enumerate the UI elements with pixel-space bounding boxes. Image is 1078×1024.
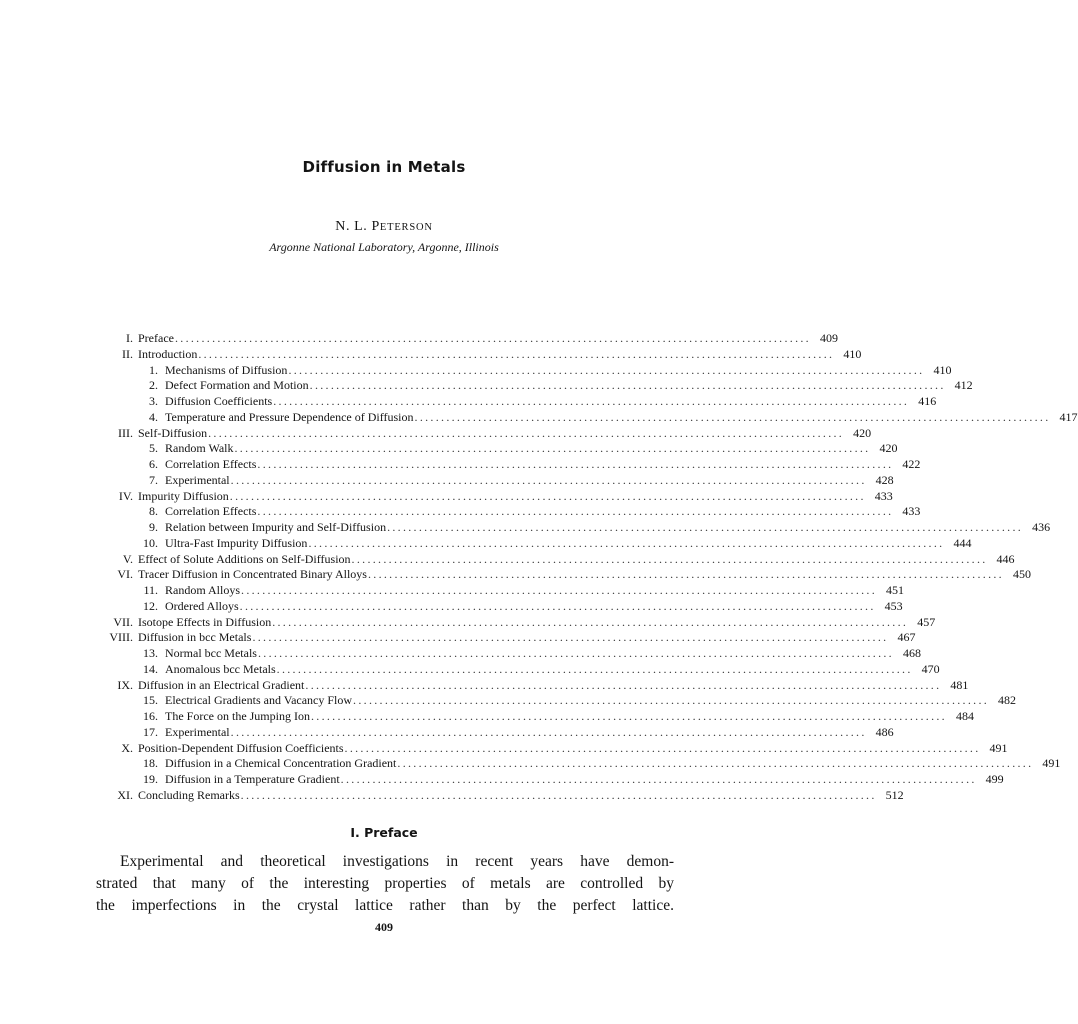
toc-entry-title: Random Walk	[165, 441, 234, 456]
toc-entry	[96, 598, 903, 615]
toc-entry-number: 4.	[149, 409, 158, 424]
toc-entry-page: 409	[819, 331, 838, 345]
toc-entry-number: III.	[118, 425, 133, 440]
page-number: 409	[375, 920, 393, 934]
toc-dot-leader: ........................................................................................................................	[174, 331, 811, 345]
toc-entry-number: 11.	[143, 583, 158, 597]
toc-dot-leader: ........................................................................................................................	[241, 583, 878, 597]
toc-entry-page: 481	[950, 677, 969, 692]
toc-entry-title: Diffusion in bcc Metals	[138, 630, 252, 645]
toc-entry-page: 451	[886, 583, 905, 597]
toc-entry	[96, 535, 972, 552]
body-paragraph	[96, 851, 674, 917]
toc-dot-leader: ........................................................................................................................	[308, 535, 945, 550]
toc-entry	[96, 488, 893, 505]
toc-entry-title: Ordered Alloys	[165, 598, 239, 613]
toc-entry-page: 417	[1059, 409, 1078, 424]
toc-dot-leader: ........................................................................................................................	[230, 724, 867, 739]
toc-entry-title: Correlation Effects	[165, 457, 257, 471]
toc-entry-title: Concluding Remarks	[138, 787, 240, 802]
toc-entry-title: The Force on the Jumping Ion	[165, 709, 310, 723]
toc-dot-leader: ........................................................................................................................	[234, 441, 871, 456]
table-of-contents	[96, 331, 1078, 804]
toc-entry-page: 446	[996, 551, 1015, 566]
toc-entry-title: Isotope Effects in Diffusion	[138, 614, 272, 629]
toc-dot-leader: ........................................................................................................................	[229, 488, 866, 503]
toc-entry-number: 16.	[143, 709, 158, 723]
toc-entry-title: Diffusion in an Electrical Gradient	[138, 677, 305, 692]
toc-entry	[96, 504, 921, 520]
toc-entry-number: V.	[122, 551, 133, 566]
toc-entry	[96, 677, 969, 694]
toc-entry-title: Mechanisms of Diffusion	[165, 362, 288, 377]
toc-dot-leader: ........................................................................................................................	[257, 504, 894, 519]
toc-dot-leader: ........................................................................................................................	[309, 378, 946, 393]
toc-entry	[96, 551, 1015, 568]
toc-entry	[96, 346, 862, 363]
toc-dot-leader: ........................................................................................................................	[353, 693, 990, 708]
toc-entry-number: IX.	[117, 677, 133, 692]
toc-entry-number: 9.	[149, 520, 158, 534]
toc-entry-title: Diffusion Coefficients	[165, 394, 273, 408]
toc-entry-title: Diffusion in a Temperature Gradient	[165, 772, 340, 786]
toc-dot-leader: ........................................................................................................................	[340, 772, 977, 786]
toc-entry-page: 416	[918, 394, 937, 408]
toc-entry-title: Normal bcc Metals	[165, 646, 257, 660]
toc-dot-leader: ........................................................................................................................	[240, 787, 877, 802]
toc-entry-title: Diffusion in a Chemical Concentration Gradient	[165, 756, 397, 771]
toc-entry-number: 10.	[143, 535, 158, 550]
section-heading: I. Preface	[350, 825, 418, 840]
toc-dot-leader: ........................................................................................................................	[230, 472, 867, 487]
toc-entry-title: Ultra-Fast Impurity Diffusion	[165, 535, 308, 550]
toc-entry-page: 482	[998, 693, 1017, 708]
author-surname-smallcaps: ETERSON	[379, 222, 433, 233]
toc-entry-title: Impurity Diffusion	[138, 488, 229, 503]
toc-entry	[96, 472, 894, 489]
toc-entry-title: Position-Dependent Diffusion Coefficients	[138, 740, 344, 755]
toc-entry-number: 1.	[149, 362, 158, 377]
toc-entry	[96, 583, 905, 599]
toc-dot-leader: ........................................................................................................................	[272, 614, 909, 629]
toc-dot-leader: ........................................................................................................................	[351, 551, 988, 566]
toc-entry-page: 428	[875, 472, 894, 487]
toc-entry-page: 457	[917, 614, 936, 629]
author-name	[0, 219, 768, 235]
toc-dot-leader: ........................................................................................................................	[387, 520, 1024, 534]
toc-dot-leader: ........................................................................................................................	[414, 409, 1051, 424]
toc-entry-number: II.	[122, 346, 133, 361]
toc-entry-page: 453	[884, 598, 903, 613]
toc-entry	[96, 457, 921, 473]
toc-entry-number: 8.	[149, 504, 158, 519]
toc-entry-page: 499	[985, 772, 1004, 786]
toc-entry-page: 444	[953, 535, 972, 550]
toc-entry-number: XI.	[117, 787, 133, 802]
toc-entry-number: 3.	[149, 394, 158, 408]
toc-entry-page: 491	[989, 740, 1008, 755]
toc-entry	[96, 630, 916, 646]
toc-entry-number: 12.	[143, 598, 158, 613]
toc-dot-leader: ........................................................................................................................	[257, 646, 894, 660]
toc-dot-leader: ........................................................................................................................	[208, 425, 845, 440]
article-title: Diffusion in Metals	[302, 158, 466, 176]
toc-entry-page: 470	[921, 661, 940, 676]
body-line: Experimental and theoretical investigations in recent years have demon-	[120, 853, 674, 870]
toc-entry-page: 436	[1032, 520, 1051, 534]
toc-entry-number: 2.	[149, 378, 158, 393]
toc-dot-leader: ........................................................................................................................	[397, 756, 1034, 771]
toc-entry	[96, 693, 1017, 709]
toc-entry-page: 433	[874, 488, 893, 503]
toc-dot-leader: ........................................................................................................................	[288, 362, 925, 377]
toc-entry-title: Random Alloys	[165, 583, 241, 597]
toc-entry-title: Defect Formation and Motion	[165, 378, 309, 393]
toc-entry-title: Self-Diffusion	[138, 425, 208, 440]
toc-entry-number: 7.	[149, 472, 158, 487]
toc-entry-number: 17.	[143, 724, 158, 739]
toc-entry-number: VII.	[113, 614, 133, 629]
toc-entry-title: Effect of Solute Additions on Self-Diffusion	[138, 551, 351, 566]
toc-entry	[96, 425, 872, 442]
toc-entry	[96, 362, 952, 379]
toc-dot-leader: ........................................................................................................................	[305, 677, 942, 692]
toc-entry-number: 5.	[149, 441, 158, 456]
toc-entry-number: X.	[121, 740, 133, 755]
toc-entry-page: 484	[955, 709, 974, 723]
toc-entry	[96, 394, 937, 410]
toc-entry-page: 512	[885, 787, 904, 802]
toc-entry-number: I.	[126, 331, 133, 345]
toc-entry	[96, 614, 936, 631]
toc-entry-title: Experimental	[165, 724, 230, 739]
author-initials: N. L. P	[335, 219, 380, 234]
toc-entry-page: 491	[1042, 756, 1061, 771]
toc-entry-number: VIII.	[109, 630, 133, 645]
toc-entry-number: 15.	[143, 693, 158, 708]
toc-entry-title: Relation between Impurity and Self-Diffusion	[165, 520, 387, 534]
toc-dot-leader: ........................................................................................................................	[252, 630, 889, 645]
toc-entry-number: 14.	[143, 661, 158, 676]
toc-entry	[96, 661, 940, 678]
toc-entry-page: 433	[902, 504, 921, 519]
toc-entry	[96, 520, 1051, 536]
toc-dot-leader: ........................................................................................................................	[273, 394, 910, 408]
toc-dot-leader: ........................................................................................................................	[276, 661, 913, 676]
toc-entry	[96, 646, 921, 662]
toc-dot-leader: ........................................................................................................................	[344, 740, 981, 755]
toc-entry-number: 13.	[143, 646, 158, 660]
toc-entry-title: Preface	[138, 331, 174, 345]
toc-entry	[96, 772, 1004, 788]
toc-entry	[96, 331, 838, 347]
toc-entry	[96, 441, 898, 457]
toc-entry-page: 422	[902, 457, 921, 471]
toc-dot-leader: ........................................................................................................................	[239, 598, 876, 613]
body-line: strated that many of the interesting properties of metals are controlled by	[96, 875, 674, 892]
body-line: the imperfections in the crystal lattice rather than by the perfect lattice.	[96, 897, 674, 914]
toc-entry-page: 467	[897, 630, 916, 645]
toc-entry-page: 412	[954, 378, 973, 393]
toc-entry-title: Experimental	[165, 472, 230, 487]
toc-entry	[96, 756, 1061, 772]
toc-entry	[96, 740, 1008, 757]
toc-entry-title: Electrical Gradients and Vacancy Flow	[165, 693, 353, 708]
toc-entry-title: Temperature and Pressure Dependence of Diffusion	[165, 409, 414, 424]
toc-entry	[96, 409, 1078, 426]
toc-entry-number: VI.	[117, 567, 133, 582]
toc-entry	[96, 567, 1031, 583]
toc-dot-leader: ........................................................................................................................	[257, 457, 894, 471]
toc-entry-title: Tracer Diffusion in Concentrated Binary Alloys	[138, 567, 367, 582]
toc-entry	[96, 378, 973, 394]
toc-entry-number: IV.	[118, 488, 133, 503]
toc-entry-title: Anomalous bcc Metals	[165, 661, 276, 676]
toc-entry-number: 18.	[143, 756, 158, 771]
toc-entry-page: 410	[843, 346, 862, 361]
toc-dot-leader: ........................................................................................................................	[310, 709, 947, 723]
toc-entry-page: 468	[902, 646, 921, 660]
toc-entry-page: 420	[879, 441, 898, 456]
toc-entry	[96, 787, 904, 804]
toc-entry-page: 410	[933, 362, 952, 377]
toc-entry-number: 6.	[149, 457, 158, 471]
toc-dot-leader: ........................................................................................................................	[198, 346, 835, 361]
toc-entry-title: Correlation Effects	[165, 504, 257, 519]
toc-entry	[96, 724, 894, 741]
toc-entry-page: 450	[1012, 567, 1031, 582]
toc-dot-leader: ........................................................................................................................	[367, 567, 1004, 582]
toc-entry	[96, 709, 974, 725]
toc-entry-page: 486	[875, 724, 894, 739]
toc-entry-page: 420	[853, 425, 872, 440]
toc-entry-title: Introduction	[138, 346, 198, 361]
author-affiliation: Argonne National Laboratory, Argonne, Illinois	[269, 240, 499, 254]
toc-entry-number: 19.	[143, 772, 158, 786]
